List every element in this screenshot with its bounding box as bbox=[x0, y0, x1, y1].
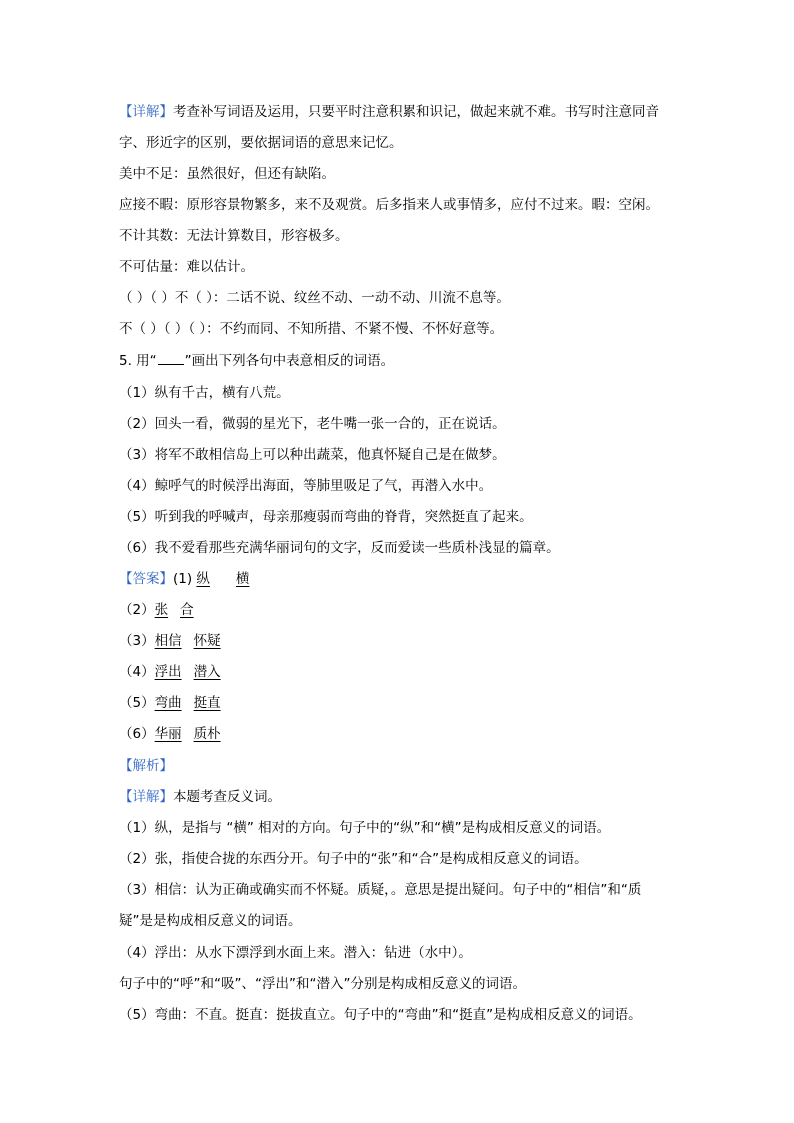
idiom-definition: 美中不足：虽然很好，但还有缺陷。 bbox=[119, 166, 335, 182]
answer-word: 合 bbox=[180, 602, 194, 618]
analysis-tag: 【解析】 bbox=[119, 758, 173, 774]
analysis-line: （5）弯曲：不直。挺直：挺拔直立。句子中的“弯曲”和“挺直”是构成相反意义的词语。 bbox=[119, 1007, 642, 1023]
question-5-item: （6）我不爱看那些充满华丽词句的文字，反而爱读一些质朴浅显的篇章。 bbox=[119, 540, 560, 556]
analysis-line: 疑”是是构成相反意义的词语。 bbox=[119, 913, 302, 929]
analysis-detail-text: 本题考查反义词。 bbox=[173, 789, 281, 805]
answer-word: 浮出 bbox=[154, 664, 182, 680]
question-5-title bbox=[119, 353, 679, 369]
answer-word: 怀疑 bbox=[193, 633, 221, 649]
idiom-definition: 应接不暇：原形容景物繁多，来不及观赏。后多指来人或事情多，应付不过来。暇：空闲。 bbox=[119, 197, 659, 213]
answer-word: 质朴 bbox=[193, 726, 221, 742]
answer-line bbox=[119, 571, 679, 587]
underline-blank bbox=[158, 354, 184, 365]
detail-text-1: 考查补写词语及运用，只要平时注意积累和识记，做起来就不难。书写时注意同音 bbox=[173, 104, 659, 120]
answer-word: 挺直 bbox=[193, 695, 221, 711]
answer-word: 弯曲 bbox=[154, 695, 182, 711]
analysis-line: （3）相信：认为正确或确实而不怀疑。质疑，。意思是提出疑问。句子中的“相信”和“质 bbox=[119, 882, 642, 898]
question-5-item: （2）回头一看，微弱的星光下，老牛嘴一张一合的，正在说话。 bbox=[119, 416, 506, 432]
idiom-pattern: （ ）（ ）不（ ）：二话不说、纹丝不动、一动不动、川流不息等。 bbox=[119, 290, 510, 306]
analysis-detail bbox=[119, 789, 679, 805]
idiom-definition: 不计其数：无法计算数目，形容极多。 bbox=[119, 228, 349, 244]
answer-word: 横 bbox=[235, 571, 250, 587]
detail-tag: 【详解】 bbox=[119, 104, 173, 120]
question-5-prefix: 5. 用“ bbox=[119, 353, 157, 369]
analysis-line: （4）浮出：从水下漂浮到水面上来。潜入：钻进（水中）。 bbox=[119, 945, 472, 961]
answer-word: 相信 bbox=[154, 633, 182, 649]
answer-number: （3） bbox=[119, 633, 155, 649]
answer-number: （6） bbox=[119, 726, 155, 742]
answer-number: （4） bbox=[119, 664, 155, 680]
question-5-item: （4）鲸呼气的时候浮出海面，等肺里吸足了气，再潜入水中。 bbox=[119, 478, 493, 494]
detail-line-1 bbox=[119, 104, 679, 120]
detail-line-2: 字、形近字的区别，要依据词语的意思来记忆。 bbox=[119, 135, 403, 151]
answer-word: 纵 bbox=[196, 571, 210, 587]
answer-word: 潜入 bbox=[193, 664, 221, 680]
answer-number: （5） bbox=[119, 695, 155, 711]
analysis-line: （2）张，指使合拢的东西分开。句子中的“张”和“合”是构成相反意义的词语。 bbox=[119, 851, 588, 867]
answer-number: (1) bbox=[173, 571, 197, 587]
idiom-definition: 不可估量：难以估计。 bbox=[119, 259, 254, 275]
answer-line bbox=[119, 726, 679, 742]
answer-word: 张 bbox=[154, 602, 169, 618]
question-5-item: （5）听到我的呼喊声，母亲那瘦弱而弯曲的脊背，突然挺直了起来。 bbox=[119, 509, 533, 525]
idiom-pattern: 不（ ）（ ）（ ）：不约而同、不知所措、不紧不慢、不怀好意等。 bbox=[119, 321, 504, 337]
question-5-item: （1）纵有千古，横有八荒。 bbox=[119, 385, 290, 401]
question-5-item: （3）将军不敢相信岛上可以种出蔬菜，他真怀疑自己是在做梦。 bbox=[119, 447, 506, 463]
answer-line bbox=[119, 695, 679, 711]
analysis-line: 句子中的“呼”和“吸”、“浮出”和“潜入”分别是构成相反意义的词语。 bbox=[119, 976, 526, 992]
answer-tag: 【答案】 bbox=[119, 571, 173, 587]
answer-line bbox=[119, 633, 679, 649]
analysis-detail-tag: 【详解】 bbox=[119, 789, 173, 805]
answer-line bbox=[119, 664, 679, 680]
answer-number: （2） bbox=[119, 602, 155, 618]
question-5-suffix: ”画出下列各句中表意相反的词语。 bbox=[184, 353, 395, 369]
analysis-line: （1）纵，是指与 “横” 相对的方向。句子中的“纵”和“横”是构成相反意义的词语。 bbox=[119, 820, 611, 836]
answer-word: 华丽 bbox=[154, 726, 182, 742]
answer-line bbox=[119, 602, 679, 618]
